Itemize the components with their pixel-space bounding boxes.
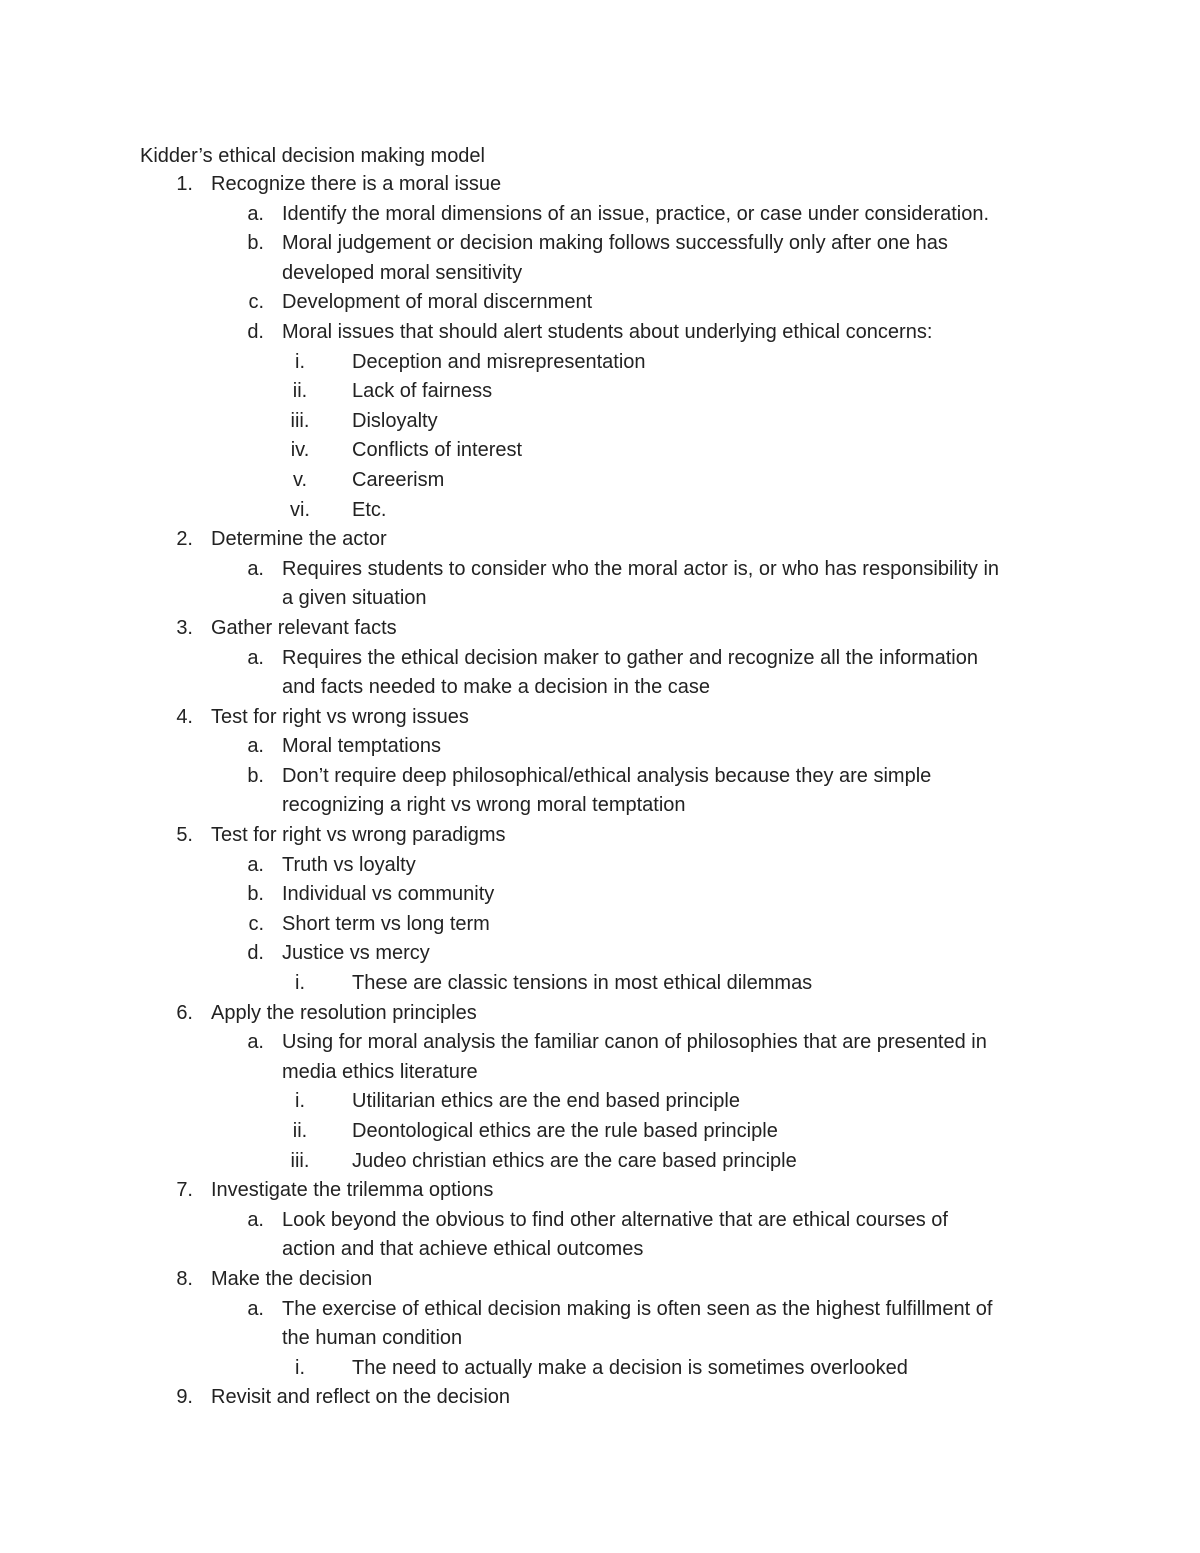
list-text: Deontological ethics are the rule based principle [352, 1120, 778, 1142]
outline-item-continuation [0, 791, 1200, 821]
outline-item [0, 880, 1200, 910]
outline-subitem [0, 348, 1200, 378]
list-text: Apply the resolution principles [211, 1001, 477, 1024]
list-text: The exercise of ethical decision making is often seen as the highest fulfillment of [282, 1297, 993, 1320]
outline-subitem [0, 1354, 1200, 1384]
list-text: Conflicts of interest [352, 439, 523, 462]
list-marker: d. [247, 942, 264, 965]
list-marker: i. [295, 972, 305, 995]
list-text: Moral temptations [282, 735, 441, 758]
outline-item [0, 939, 1200, 969]
outline-step [0, 614, 1200, 644]
list-text: Requires the ethical decision maker to gather and recognize all the information [282, 646, 978, 669]
list-marker: 5. [176, 824, 193, 847]
list-marker: c. [248, 912, 264, 935]
outline-step [0, 170, 1200, 200]
list-text: Moral judgement or decision making follows successfully only after one has [282, 232, 948, 255]
list-text: recognizing a right vs wrong moral temptation [282, 794, 686, 817]
list-text: developed moral sensitivity [282, 261, 523, 284]
list-text: Requires students to consider who the moral actor is, or who has responsibility in [282, 557, 1000, 580]
outline-list [0, 170, 1200, 1413]
outline-subitem [0, 496, 1200, 526]
list-text: action and that achieve ethical outcomes [282, 1238, 644, 1261]
outline-item-continuation [0, 1235, 1200, 1265]
outline-step [0, 1265, 1200, 1295]
outline-step [0, 821, 1200, 851]
outline-step [0, 703, 1200, 733]
list-marker: b. [247, 232, 264, 255]
list-text: Recognize there is a moral issue [211, 173, 502, 195]
list-text: The need to actually make a decision is sometimes overlooked [352, 1356, 908, 1379]
outline-item [0, 1206, 1200, 1236]
outline-subitem [0, 407, 1200, 437]
list-marker: 1. [176, 173, 193, 195]
list-text: Determine the actor [211, 528, 387, 551]
outline-item [0, 288, 1200, 318]
list-marker: i. [295, 1090, 305, 1113]
list-text: Gather relevant facts [211, 616, 397, 639]
list-marker: iii. [290, 409, 310, 432]
list-marker: 6. [176, 1001, 193, 1024]
list-marker: ii. [292, 1120, 308, 1142]
list-marker: a. [247, 1208, 264, 1231]
outline-item [0, 200, 1200, 230]
outline-subitem [0, 969, 1200, 999]
list-marker: 2. [176, 528, 193, 551]
outline-item-continuation [0, 259, 1200, 289]
list-text: Revisit and reflect on the decision [211, 1386, 511, 1409]
outline-item [0, 229, 1200, 259]
outline-item [0, 762, 1200, 792]
list-marker: 8. [176, 1267, 193, 1290]
list-text: Look beyond the obvious to find other alternative that are ethical courses of [282, 1208, 948, 1231]
list-text: Utilitarian ethics are the end based principle [352, 1090, 740, 1113]
list-text: Development of moral discernment [282, 291, 593, 314]
outline-subitem [0, 377, 1200, 407]
list-marker: d. [247, 320, 264, 343]
document-title: Kidder’s ethical decision making model [140, 145, 485, 167]
outline-step [0, 999, 1200, 1029]
list-text: a given situation [282, 587, 427, 610]
list-text: the human condition [282, 1327, 463, 1350]
list-marker: i. [295, 1356, 305, 1379]
list-text: Justice vs mercy [282, 942, 430, 965]
list-text: Truth vs loyalty [282, 853, 416, 876]
list-text: These are classic tensions in most ethical dilemmas [352, 972, 813, 995]
outline-subitem [0, 1087, 1200, 1117]
outline-item [0, 555, 1200, 585]
list-text: Don’t require deep philosophical/ethical analysis because they are simple [282, 764, 932, 787]
outline-item [0, 644, 1200, 674]
list-text: Deception and misrepresentation [352, 350, 646, 373]
outline-subitem [0, 436, 1200, 466]
list-text: Careerism [352, 468, 445, 491]
list-text: Short term vs long term [282, 912, 490, 935]
outline-item [0, 851, 1200, 881]
list-text: Etc. [352, 498, 387, 521]
outline-item [0, 1028, 1200, 1058]
list-marker: a. [247, 1031, 264, 1054]
outline-subitem [0, 1147, 1200, 1177]
list-marker: 4. [176, 705, 193, 728]
list-text: Using for moral analysis the familiar canon of philosophies that are presented in [282, 1031, 987, 1054]
list-marker: vi. [290, 498, 310, 521]
outline-subitem [0, 466, 1200, 496]
outline-item-continuation [0, 673, 1200, 703]
list-marker: c. [248, 291, 264, 314]
list-marker: a. [247, 1297, 264, 1320]
list-marker: b. [247, 883, 264, 906]
outline-step [0, 1176, 1200, 1206]
list-marker: v. [292, 468, 308, 491]
list-text: media ethics literature [282, 1060, 478, 1083]
list-text: Moral issues that should alert students about underlying ethical concerns: [282, 320, 933, 343]
list-marker: a. [247, 853, 264, 876]
list-text: Identify the moral dimensions of an issue, practice, or case under consideration. [282, 202, 990, 225]
list-marker: iv. [290, 439, 310, 462]
list-marker: a. [247, 646, 264, 669]
list-text: Test for right vs wrong paradigms [211, 824, 506, 847]
outline-step [0, 525, 1200, 555]
list-text: Disloyalty [352, 409, 438, 432]
list-text: Lack of fairness [352, 380, 493, 403]
outline-item-continuation [0, 1324, 1200, 1354]
list-text: Judeo christian ethics are the care based principle [352, 1149, 797, 1172]
list-marker: b. [247, 764, 264, 787]
list-marker: ii. [292, 380, 308, 403]
outline-item [0, 318, 1200, 348]
outline-subitem [0, 1117, 1200, 1147]
list-marker: a. [247, 557, 264, 580]
outline-item [0, 910, 1200, 940]
list-marker: a. [247, 735, 264, 758]
outline-item-continuation [0, 584, 1200, 614]
list-marker: 3. [176, 616, 193, 639]
list-marker: 7. [176, 1179, 193, 1202]
outline-item [0, 732, 1200, 762]
outline-item [0, 1295, 1200, 1325]
list-text: Investigate the trilemma options [211, 1179, 494, 1202]
list-text: and facts needed to make a decision in the case [282, 676, 711, 699]
list-text: Individual vs community [282, 883, 495, 906]
list-text: Test for right vs wrong issues [211, 705, 469, 728]
list-marker: a. [247, 202, 264, 225]
list-marker: 9. [176, 1386, 193, 1409]
outline-step [0, 1383, 1200, 1413]
list-marker: iii. [290, 1149, 310, 1172]
list-text: Make the decision [211, 1267, 373, 1290]
list-marker: i. [295, 350, 305, 373]
outline-item-continuation [0, 1058, 1200, 1088]
